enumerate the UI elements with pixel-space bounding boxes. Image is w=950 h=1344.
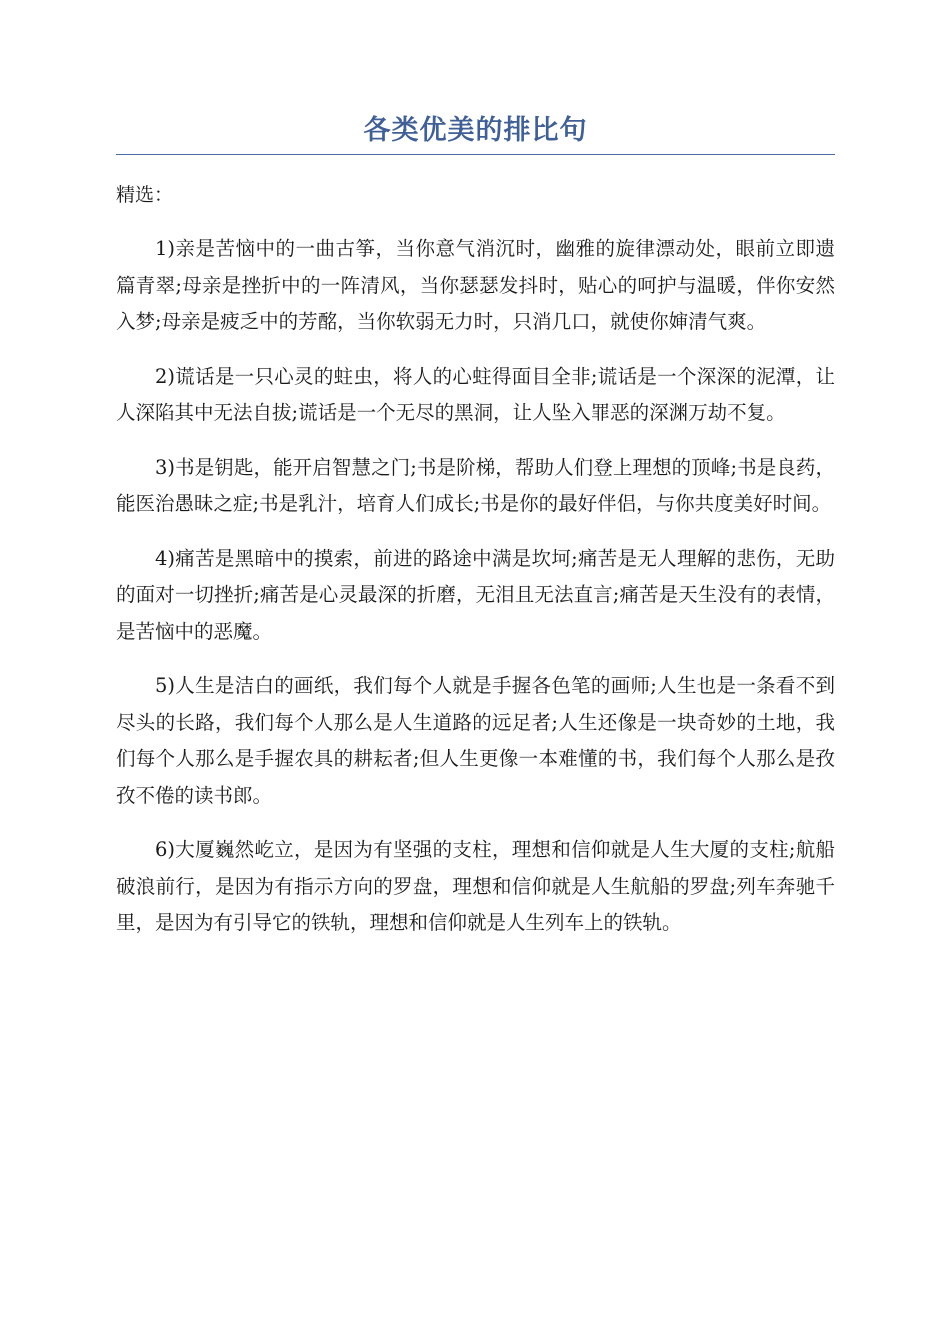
- paragraph-1: 1)亲是苦恼中的一曲古筝，当你意气消沉时，幽雅的旋律漂动处，眼前立即遗篇青翠;母亲是挫折中的一阵清风，当你瑟瑟发抖时，贴心的呵护与温暖，伴你安然入梦;母亲是疲乏中的芳酩，当你软弱无力时，只消几口，就使你婶清气爽。: [116, 237, 835, 333]
- paragraph-3: 3)书是钥匙，能开启智慧之门;书是阶梯，帮助人们登上理想的顶峰;书是良药，能医治愚昧之症;书是乳汁，培育人们成长;书是你的最好伴侣，与你共度美好时间。: [116, 455, 835, 515]
- paragraph-2: 2)谎话是一只心灵的蛀虫，将人的心蛀得面目全非;谎话是一个深深的泥潭，让人深陷其中无法自拔;谎话是一个无尽的黑洞，让人坠入罪恶的深渊万劫不复。: [116, 364, 835, 424]
- paragraph-4: 4)痛苦是黑暗中的摸索，前进的路途中满是坎坷;痛苦是无人理解的悲伤，无助的面对一切挫折;痛苦是心灵最深的折磨，无泪且无法直言;痛苦是天生没有的表情，是苦恼中的恶魔。: [116, 546, 835, 643]
- intro-label: 精选：: [116, 184, 174, 206]
- paragraph-5: 5)人生是洁白的画纸，我们每个人就是手握各色笔的画师;人生也是一条看不到尽头的长路，我们每个人那么是人生道路的远足者;人生还像是一块奇妙的土地，我们每个人那么是手握农具的耕耘者;但人生更像一本难懂的书，我们每个人那么是孜孜不倦的读书郎。: [116, 674, 835, 807]
- document-page: [116, 112, 835, 942]
- paragraph-6: 6)大厦巍然屹立，是因为有坚强的支柱，理想和信仰就是人生大厦的支柱;航船破浪前行，是因为有指示方向的罗盘，理想和信仰就是人生航船的罗盘;列车奔驰千里，是因为有引导它的铁轨，理想和信仰就是人生列车上的铁轨。: [116, 838, 835, 934]
- page-title: 各类优美的排比句: [116, 112, 835, 155]
